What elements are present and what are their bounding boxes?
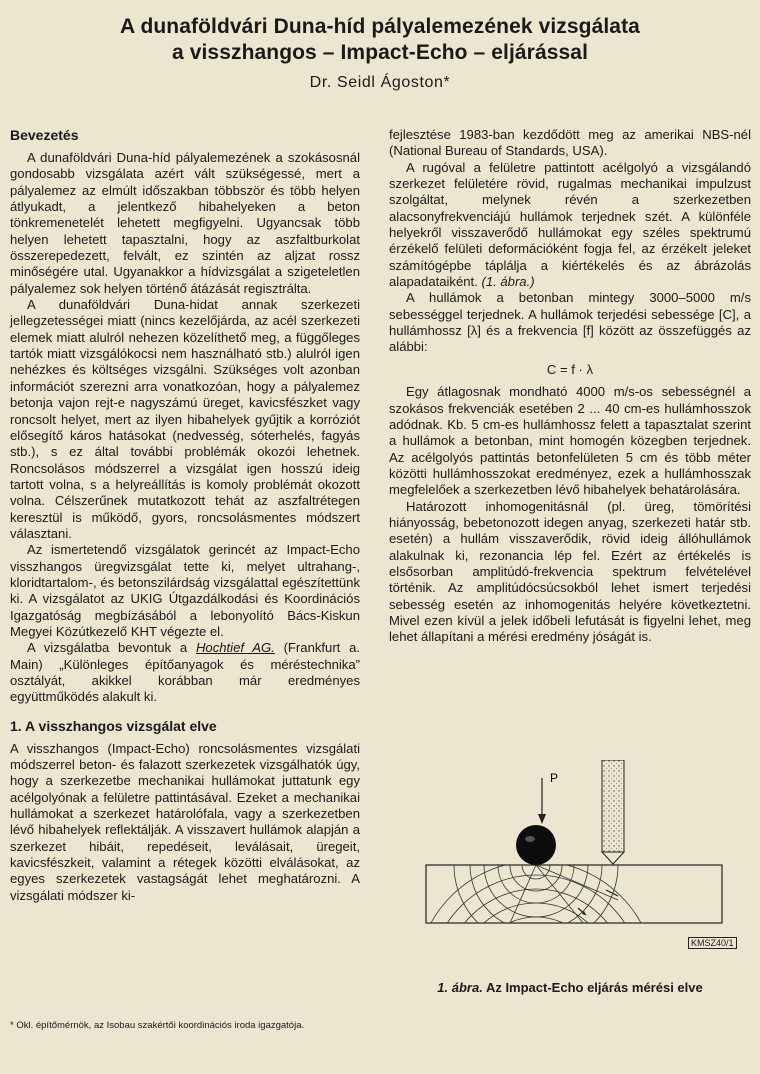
paragraph: Határozott inhomogenitásnál (pl. üreg, tömörítési hiányosság, bebetonozott idegen anyag, szerkezeti határ stb. esetén) a hullám visszaverődik, rövid ideig állóhullámok alakulnak ki, rezonancia lép fel. Ezért az értékelés is elsősorban amplitúdó-frekvencia spektrum felvételével történik. Az amplitúdócsúcsokból lehet ismert terjedési sebesség esetén az inhomogenitás helyére következtetni. Mivel ezen kívül a jelek időbeli lefutását is figyelni lehet, meg lehet állapítani a mérési eredmény jóságát is. [389,498,751,645]
paragraph: A dunaföldvári Duna-hidat annak szerkezeti jellegzetességei miatt (nincs kezelőjárda, az acél szerkezeti elemek miatt alulról nehezen közelíthető meg, a függőleges tartók miatt vizsgálókocsi nem használható stb.) alulról igen nehézkes és költséges vizsgálni. Szükséges volt azonban információt szerezni arra vonatkozóan, hogy a pályalemez betonja vajon rejt-e nagyszámú üreget, kavicsfészket vagy roncsolt helyet, mert az ilyen hibahelyek gyűjtik a korróziót elősegítő káros hatásokat (nedvesség, sóterhelés, fagyás stb.), s ez által további problémák okozói lehetnek. Roncsolásos módszerrel a vizsgálat igen hosszú ideig tartott volna, s a helyreállítás is komoly problémát okozott volna. Célszerűnek mutatkozott tehát az aszfaltrétegen keresztül is működő, gyors, roncsolásmentes módszert választani. [10,297,360,541]
figure-caption [389,980,751,995]
paragraph: fejlesztése 1983-ban kezdődött meg az amerikai NBS-nél (National Bureau of Standards, USA). [389,127,751,159]
figure-reference: (1. ábra.) [481,274,535,290]
paragraph: A hullámok a betonban mintegy 3000–5000 m/s sebességgel terjednek. A hullámok terjedési sebessége [C], a hullámhossz [λ] és a frekvencia [f] között az összefüggés az alábbi: [389,290,751,355]
page-title-line-2: a visszhangos – Impact-Echo – eljárással [171,41,589,64]
paragraph [10,640,360,705]
footnote: * Okl. építőmérnök, az Isobau szakértői koordinációs iroda igazgatója. [10,1020,305,1031]
heading-introduction: Bevezetés [10,127,79,143]
company-name: Hochtief AG. [195,640,275,656]
paragraph: A visszhangos (Impact-Echo) roncsolásmentes vizsgálati módszerrel beton- és falazott szerkezetek vizsgálhatók úgy, hogy a szerkezetbe mechanikai hullámokat juttatunk egy acélgolyónak a felületre pattintásával. Ezeket a mechanikai hullámokat a szerkezet határolófala, vagy a szerkezetben lévő hibahelyek reflektálják. A visszavert hullámok alapján a szerkezet hibáit, repedéseit, leválásait, üregeit, kavicsfészkeit, valamint a rétegek közötti elválásokat, az egyes szerkezetek vastagságát lehet meghatározni. A vizsgálati módszer ki- [10,740,360,903]
page-title-line-1: A dunaföldvári Duna-híd pályalemezének vizsgálata [120,15,640,38]
title-block [0,14,760,92]
text-span: (Frankfurt a. Main) „Különleges építőanyagok és méréstechnika” osztályát, akikkel korábban már eredményes együttműködés alakult ki. [10,640,360,705]
paragraph: Egy átlagosnak mondható 4000 m/s-os sebességnél a szokásos frekvenciák esetében 2 ... 40 cm-es hullámhosszok adódnak. Kb. 5 cm-es hullámhossz felett a tapasztalat szerint a hullámok a betonban, mint homogén közegben terjednek. Az acélgolyós pattintás betonfelületen 5 cm és több méter közötti hullámhosszokat eredményez, ezek a hullámhosszak megfelelőek a szerkezetben lévő hibahelyek behatárolására. [389,384,751,498]
figure-tag: KMSZ40/1 [688,937,737,949]
impact-echo-figure [418,760,738,960]
force-label: P [550,771,559,785]
caption-number: 1. ábra. [437,980,483,995]
paragraph [389,160,751,291]
sensor-transducer [602,760,624,852]
left-column [10,127,360,904]
author: Dr. Seidl Ágoston* [309,74,451,91]
paragraph: A dunaföldvári Duna-híd pályalemezének a szokásosnál gondosabb vizsgálata azért vált szükségessé, mert a pályalemez az elmúlt időszakban többször és több helyen átlyukadt, a jelentkező hibahelyeken a beton tönkremenetelét lehetett megfigyelni. Ugyancsak több helyen lehetett tapasztalni, hogy az aszfaltburkolat összerepedezett, felvált, ez szintén az aljzat rossz minőségére utal. Ugyanakkor a hídvizsgálat a szigeteletlen pályalemez sok helyen történő átázását regisztrálta. [10,150,360,296]
text-span: A rugóval a felületre pattintott acélgolyó a vizsgálandó szerkezet felületére rövid, rugalmas mechanikai impulzust szolgáltat, melynek révén a szerkezetben alacsonyfrekvenciájú hullámok terjednek szét. A különféle helyekről visszaverődő hullámokat egy széles spektrumú érzékelő felületi deformációként fogja fel, az érzékelt jeleket számítógépbe táplálja a kiértékelés és az ábrázolás alapadataiként. [389,159,751,290]
right-column [389,127,751,646]
text-span: A vizsgálatba bevontuk a [27,640,196,656]
equation: C = f · λ [546,361,594,377]
steel-ball [516,825,556,865]
caption-text: Az Impact-Echo eljárás mérési elve [482,980,703,995]
heading-section-1: 1. A visszhangos vizsgálat elve [10,717,217,734]
paragraph: Az ismertetendő vizsgálatok gerincét az Impact-Echo visszhangos üregvizsgálat tette ki, melyet ultrahang-, kloridtartalom-, és betonszilárdság vizsgálattal egészítettünk ki. A vizsgálatot az UKIG Útgazdálkodási és Koordinációs Igazgatóság megbízásából a lebonyolító Bács-Kiskun Megyei Közútkezelő KHT végezte el. [10,542,360,639]
